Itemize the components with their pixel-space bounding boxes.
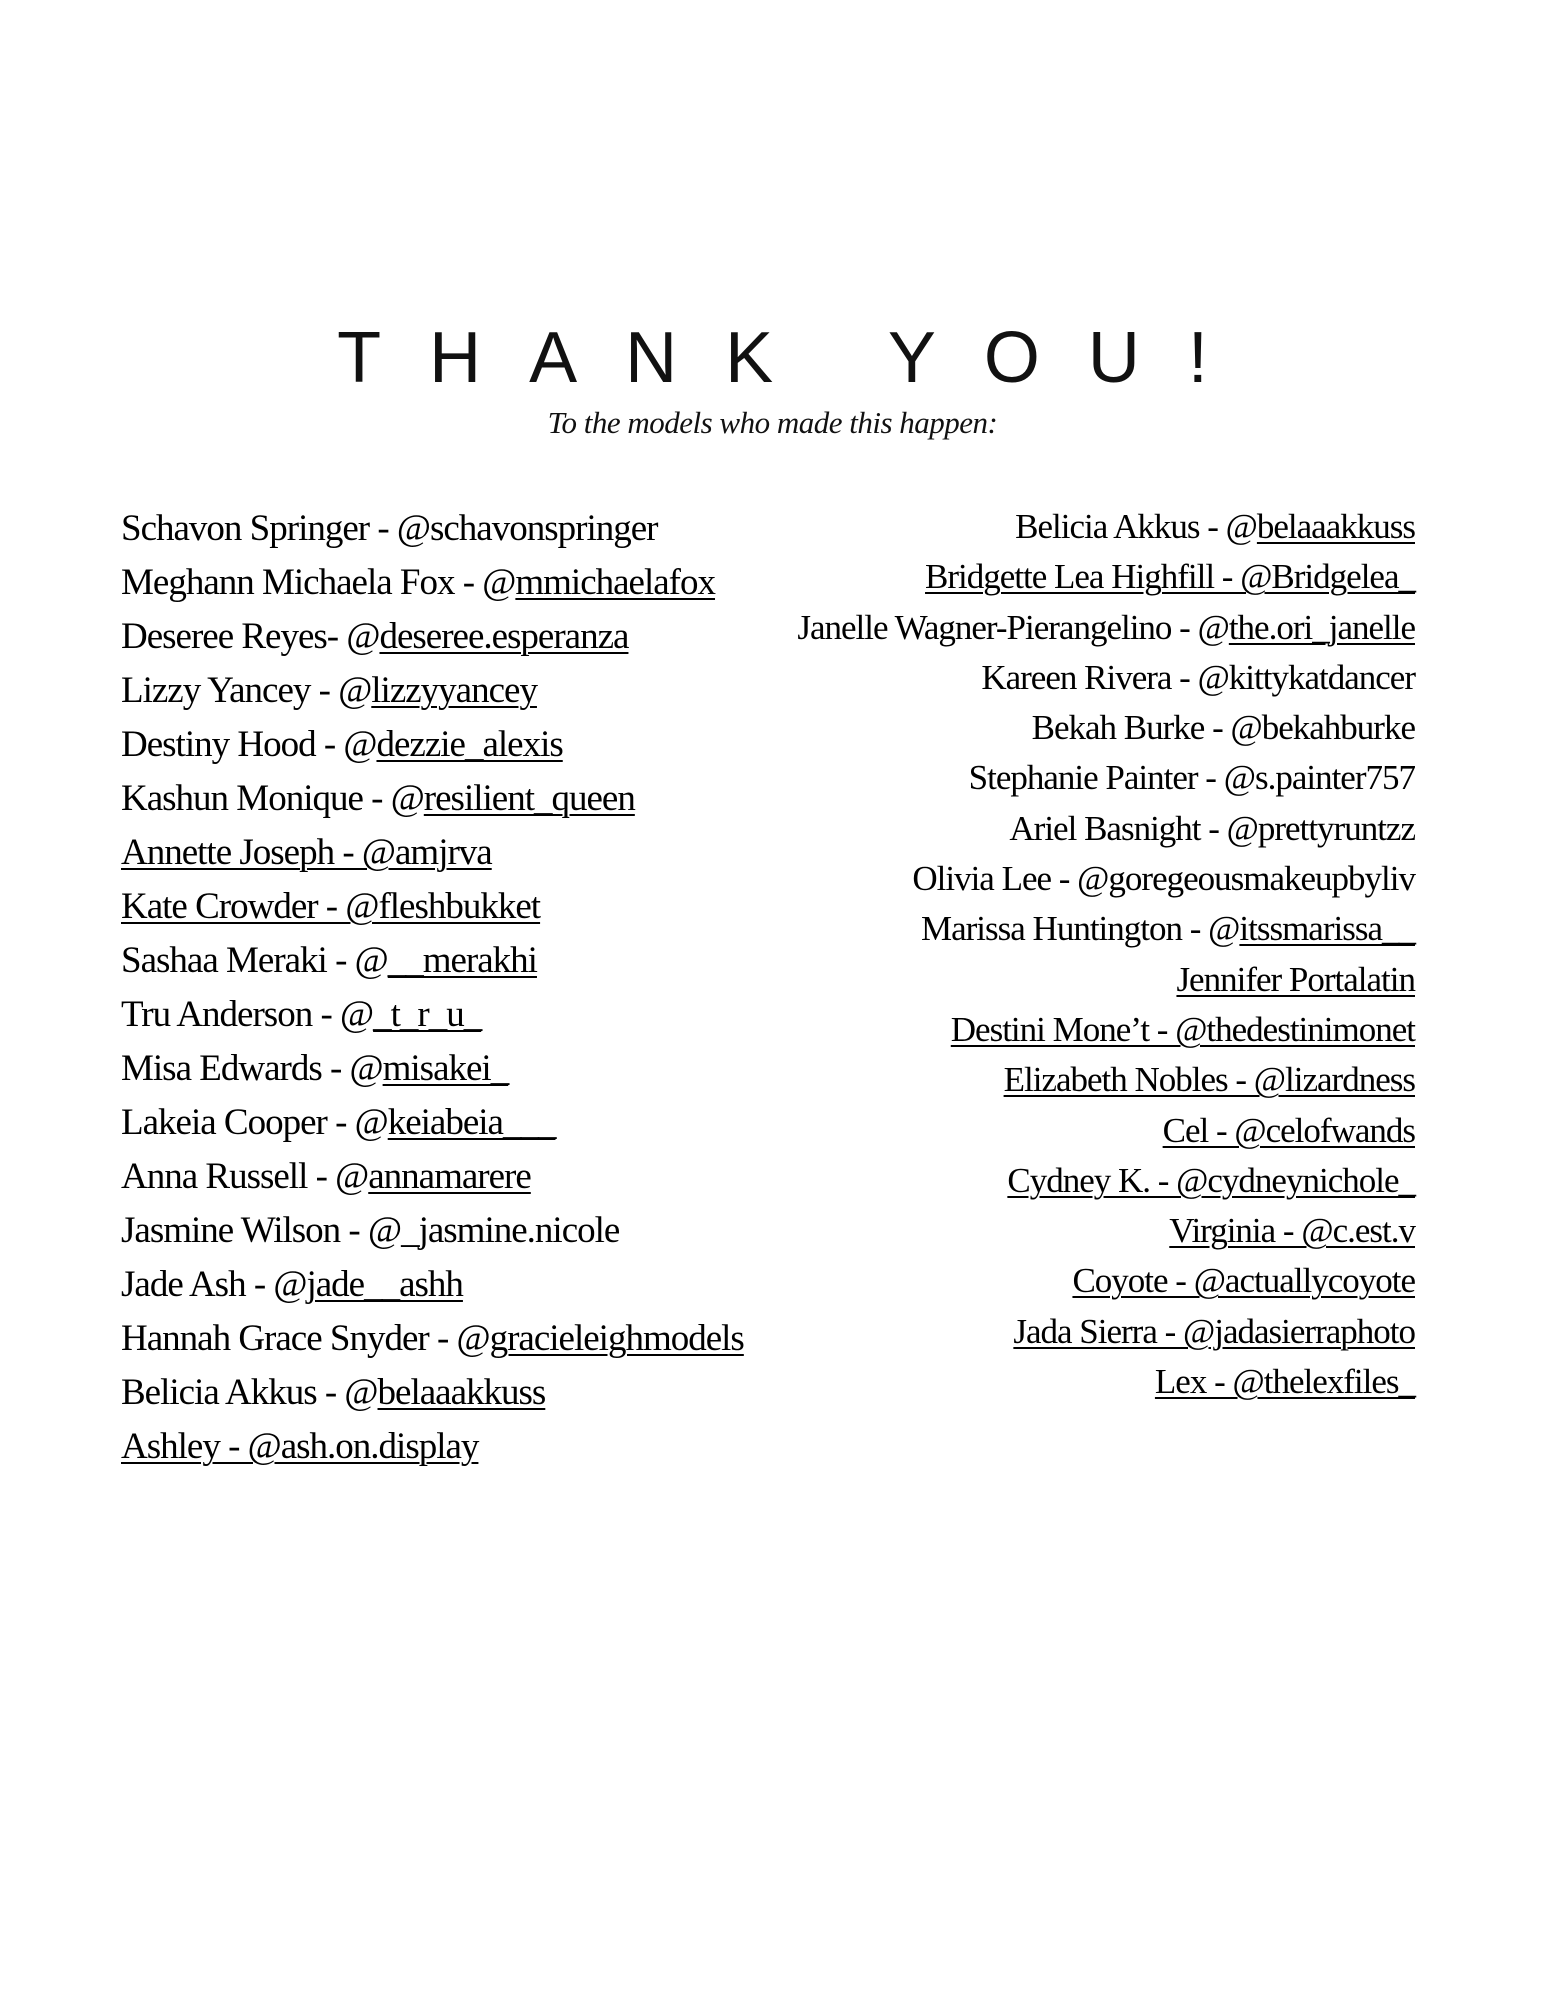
credit-row — [695, 653, 1415, 703]
credit-row — [695, 703, 1415, 753]
credit-row — [695, 1005, 1415, 1055]
credit-row — [695, 955, 1415, 1005]
credit-link[interactable]: jade__ashh — [306, 1264, 463, 1305]
credit-text: Lizzy Yancey - @ — [121, 670, 372, 711]
credit-text: Marissa Huntington - @ — [920, 909, 1240, 949]
credit-link[interactable]: Jada Sierra - @jadasierraphoto — [1013, 1311, 1415, 1351]
credit-text: Belicia Akkus - @ — [121, 1372, 378, 1413]
credit-link[interactable]: belaaakkuss — [1256, 507, 1415, 546]
credit-row — [695, 1106, 1415, 1156]
credit-row — [121, 1420, 841, 1474]
credit-link[interactable]: annamarere — [368, 1156, 531, 1197]
credit-row — [695, 1357, 1415, 1407]
credit-row — [695, 854, 1415, 904]
credit-link[interactable]: gracieleighmodels — [489, 1318, 744, 1359]
credit-text: Kareen Rivera - @kittykatdancer — [981, 657, 1415, 697]
credit-link[interactable]: Jennifer Portalatin — [1176, 959, 1415, 999]
credit-text: Tru Anderson - @ — [121, 994, 374, 1035]
credit-link[interactable]: __merakhi — [387, 940, 537, 981]
credit-row — [695, 1156, 1415, 1206]
credit-text: Stephanie Painter - @s.painter757 — [968, 758, 1415, 798]
credit-row — [695, 502, 1415, 552]
credit-row — [695, 904, 1415, 954]
credit-text: Misa Edwards - @ — [121, 1048, 383, 1089]
credit-text: Jade Ash - @ — [121, 1264, 307, 1305]
credit-link[interactable]: Kate Crowder - @fleshbukket — [121, 886, 541, 927]
page-subtitle: To the models who made this happen: — [547, 405, 998, 440]
credit-text: Janelle Wagner-Pierangelino - @ — [797, 607, 1229, 647]
credit-link[interactable]: Cydney K. - @cydneynichole_ — [1007, 1160, 1415, 1200]
credit-text: Destiny Hood - @ — [121, 724, 377, 765]
credit-row — [695, 603, 1415, 653]
credit-link[interactable]: Virginia - @c.est.v — [1169, 1211, 1415, 1251]
credit-link[interactable]: keiabeia___ — [387, 1102, 556, 1143]
credit-row — [695, 1055, 1415, 1105]
credit-link[interactable]: _t_r_u_ — [373, 994, 482, 1035]
credit-link[interactable]: mmichaelafox — [515, 562, 716, 603]
right-credits-list — [695, 502, 1415, 1407]
credit-link[interactable]: Destini Mone’t - @thedestinimonet — [950, 1009, 1415, 1049]
credit-text: Olivia Lee - @goregeousmakeupbyliv — [912, 859, 1415, 899]
credit-text: Kashun Monique - @ — [121, 778, 424, 819]
credit-link[interactable]: belaaakkuss — [377, 1372, 546, 1413]
credit-link[interactable]: the.ori_janelle — [1228, 607, 1415, 647]
credit-text: Bekah Burke - @bekahburke — [1031, 708, 1415, 748]
credit-text: Deseree Reyes- @ — [121, 616, 380, 657]
credit-link[interactable]: misakei_ — [382, 1048, 509, 1089]
credit-link[interactable]: itssmarissa__ — [1239, 909, 1415, 949]
credit-row — [695, 1256, 1415, 1306]
credit-link[interactable]: Cel - @celofwands — [1162, 1110, 1415, 1150]
credit-row — [695, 1307, 1415, 1357]
credit-text: Meghann Michaela Fox - @ — [121, 562, 516, 603]
credit-row — [695, 1206, 1415, 1256]
credit-text: Ariel Basnight - @prettyruntzz — [1009, 808, 1415, 848]
credit-row — [695, 552, 1415, 602]
credit-link[interactable]: Lex - @thelexfiles_ — [1154, 1362, 1415, 1402]
credit-link[interactable]: Elizabeth Nobles - @lizardness — [1003, 1060, 1415, 1100]
credit-link[interactable]: dezzie_alexis — [376, 724, 563, 765]
credit-row — [695, 753, 1415, 803]
credit-text: Sashaa Meraki - @ — [121, 940, 388, 981]
credit-text: Lakeia Cooper - @ — [121, 1102, 388, 1143]
credit-link[interactable]: Ashley - @ash.on.display — [121, 1426, 479, 1467]
credit-row — [695, 804, 1415, 854]
credit-link[interactable]: Bridgette Lea Highfill - @Bridgelea_ — [925, 557, 1415, 597]
credit-link[interactable]: Coyote - @actuallycoyote — [1072, 1261, 1415, 1301]
credit-text: Jasmine Wilson - @_jasmine.nicole — [121, 1210, 620, 1251]
credit-link[interactable]: Annette Joseph - @amjrva — [121, 832, 492, 873]
credit-text: Hannah Grace Snyder - @ — [121, 1318, 490, 1359]
credit-link[interactable]: deseree.esperanza — [379, 616, 629, 657]
credit-link[interactable]: resilient_queen — [423, 778, 635, 819]
page-title: THANK YOU! — [337, 318, 1256, 398]
credit-text: Schavon Springer - @schavonspringer — [121, 508, 658, 549]
credit-text: Belicia Akkus - @ — [1015, 507, 1257, 546]
credit-text: Anna Russell - @ — [121, 1156, 369, 1197]
credit-link[interactable]: lizzyyancey — [371, 670, 537, 711]
